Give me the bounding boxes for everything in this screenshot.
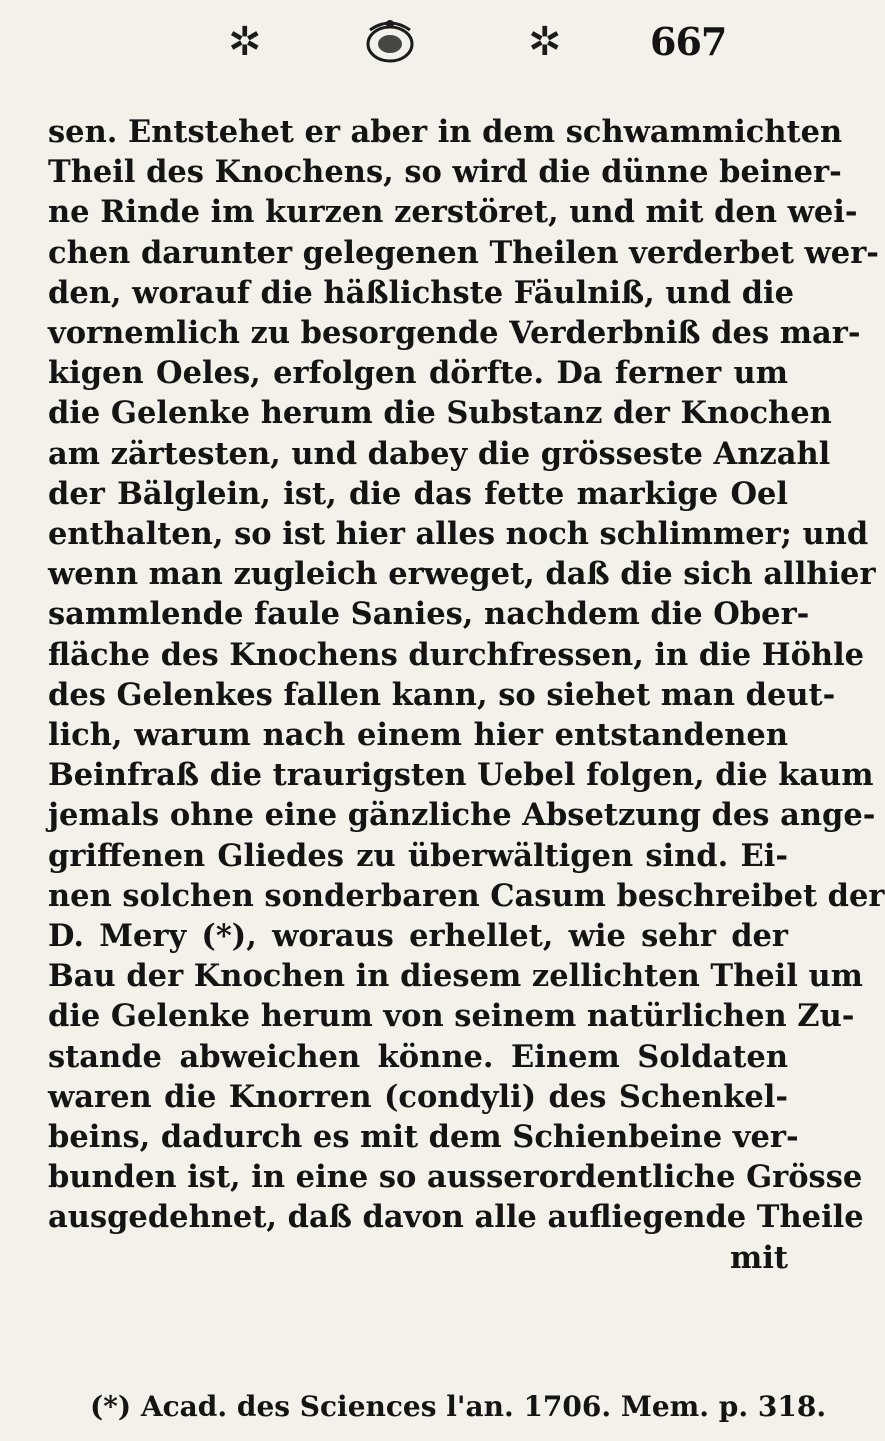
text-line: nen solchen sonderbaren Casum beschreibet der <box>48 877 885 914</box>
text-line: Beinfraß die traurigsten Uebel folgen, die kaum <box>48 757 874 794</box>
ornament-star-icon: ✲ <box>528 19 562 65</box>
text-line: kigen Oeles, erfolgen dörfte. Da ferner um <box>48 355 788 392</box>
page-number: 667 <box>650 19 727 64</box>
catchword: mit <box>730 1239 788 1276</box>
text-line: lich, warum nach einem hier entstandenen <box>48 717 788 754</box>
text-line: D. Mery (*), woraus erhellet, wie sehr der <box>48 918 788 955</box>
text-line: jemals ohne eine gänzliche Absetzung des ange- <box>48 797 876 834</box>
text-line: den, worauf die häßlichste Fäulniß, und die <box>48 274 795 311</box>
main-text <box>48 112 885 1278</box>
text-line: waren die Knorren (condyli) des Schenkel- <box>48 1078 788 1115</box>
text-line: der Bälglein, ist, die das fette markige Oel <box>48 475 788 512</box>
text-line: bunden ist, in eine so ausserordentliche Grösse <box>48 1159 863 1196</box>
text-line: wenn man zugleich erweget, daß die sich allhier <box>48 556 876 593</box>
text-line: enthalten, so ist hier alles noch schlimmer; und <box>48 516 869 553</box>
footnote: (*) Acad. des Sciences l'an. 1706. Mem. p. 318. <box>90 1390 827 1423</box>
text-line: Theil des Knochens, so wird die dünne beiner- <box>48 154 842 191</box>
page-header <box>0 14 800 74</box>
text-line: des Gelenkes fallen kann, so siehet man deut- <box>48 676 836 713</box>
text-line: ne Rinde im kurzen zerstöret, und mit den wei- <box>48 194 858 231</box>
crest-ornament-icon <box>360 18 420 66</box>
ornament-star-icon: ✲ <box>228 19 262 65</box>
text-line: beins, dadurch es mit dem Schienbeine ver- <box>48 1119 799 1156</box>
text-line: ausgedehnet, daß davon alle aufliegende Theile <box>48 1199 864 1236</box>
text-line: die Gelenke herum von seinem natürlichen Zu- <box>48 998 855 1035</box>
text-line: fläche des Knochens durchfressen, in die Höhle <box>48 636 865 673</box>
text-line: griffenen Gliedes zu überwältigen sind. Ei- <box>48 837 788 874</box>
text-line: vornemlich zu besorgende Verderbniß des mar- <box>48 315 861 352</box>
text-line: chen darunter gelegenen Theilen verderbet wer- <box>48 234 879 271</box>
text-line: die Gelenke herum die Substanz der Knochen <box>48 395 832 432</box>
text-line: sammlende faule Sanies, nachdem die Ober- <box>48 596 810 633</box>
text-line: am zärtesten, und dabey die grösseste Anzahl <box>48 435 831 472</box>
text-line: Bau der Knochen in diesem zellichten Theil um <box>48 958 863 995</box>
text-line: stande abweichen könne. Einem Soldaten <box>48 1038 788 1075</box>
text-line: sen. Entstehet er aber in dem schwammichten <box>48 114 843 150</box>
